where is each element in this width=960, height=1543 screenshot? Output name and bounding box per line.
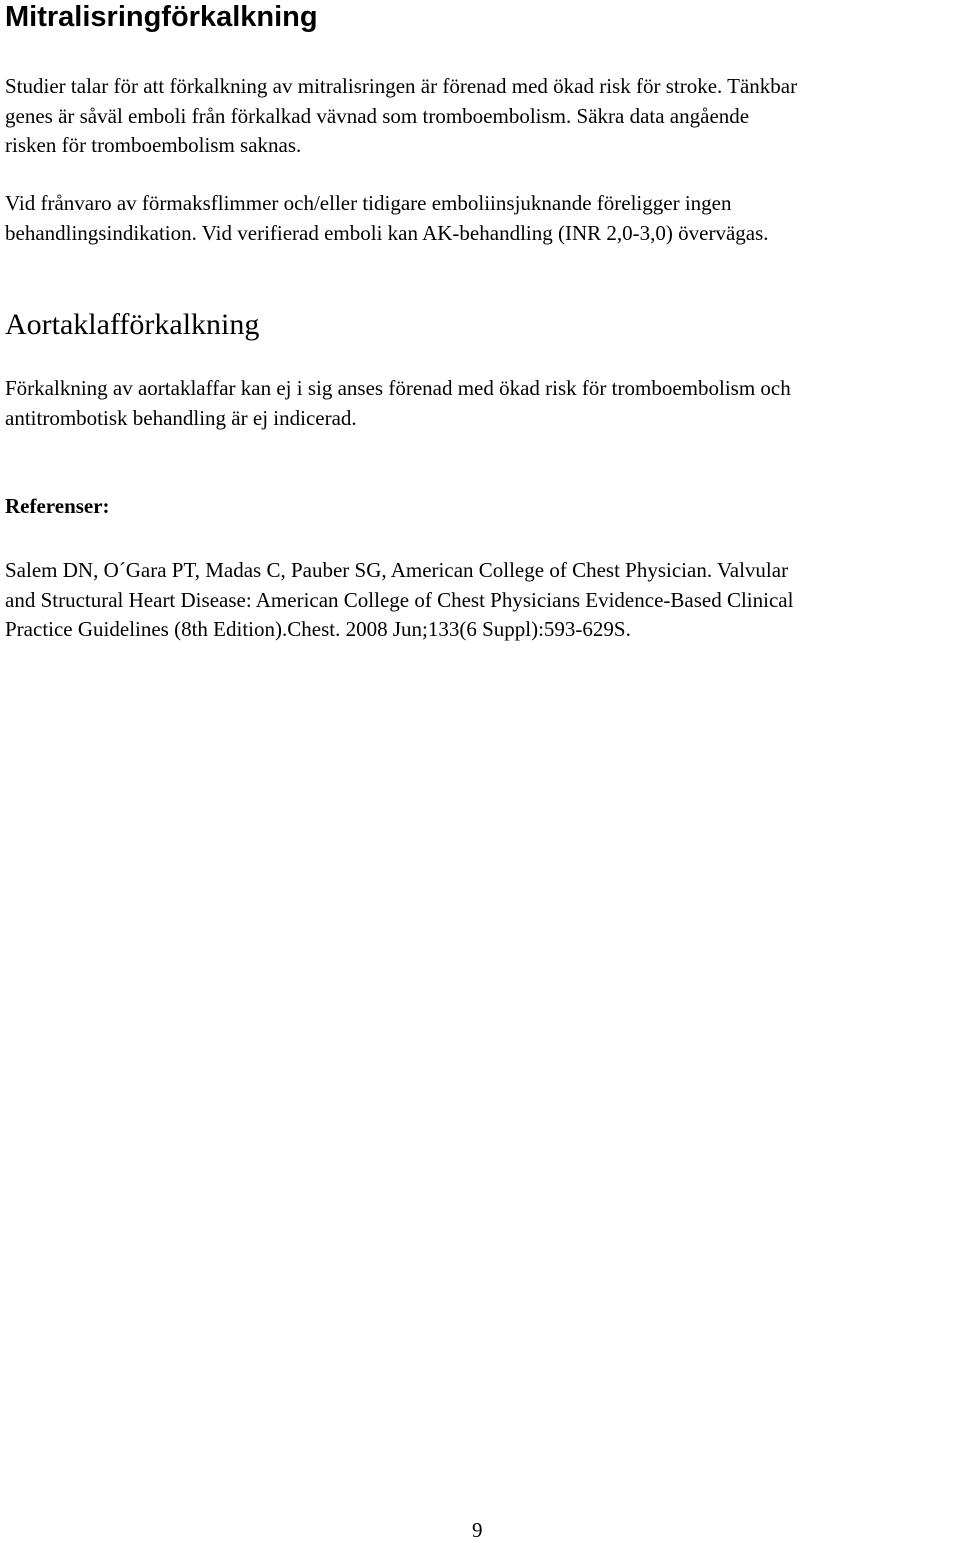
text-line: Practice Guidelines (8th Edition).Chest. 2008 Jun;133(6 Suppl):593-629S.	[5, 617, 631, 641]
text-line: antitrombotisk behandling är ej indicerad.	[5, 405, 357, 430]
text-line: Salem DN, O´Gara PT, Madas C, Pauber SG, American College of Chest Physician. Valvular	[5, 558, 789, 582]
paragraph-aortaklaff-1	[5, 374, 960, 433]
page-number: 9	[472, 1518, 483, 1542]
text-line: Studier talar för att förkalkning av mitralisringen är förenad med ökad risk för stroke. Tänkbar	[5, 74, 798, 98]
section-heading-aortaklaff: Aortaklafförkalkning	[5, 308, 260, 341]
paragraph-mitralisring-1	[5, 72, 960, 161]
reference-entry	[5, 556, 960, 645]
section-heading-mitralisring: Mitralisringförkalkning	[5, 1, 318, 33]
text-line: Vid frånvaro av förmaksflimmer och/eller tidigare emboliinsjuknande föreligger ingen	[5, 191, 732, 215]
text-line: and Structural Heart Disease: American College of Chest Physicians Evidence-Based Clinical	[5, 587, 794, 612]
text-line: behandlingsindikation. Vid verifierad emboli kan AK-behandling (INR 2,0-3,0) övervägas.	[5, 220, 769, 245]
references-label: Referenser:	[5, 494, 110, 518]
text-line: genes är såväl emboli från förkalkad vävnad som tromboembolism. Säkra data angående	[5, 103, 750, 128]
document-page	[5, 0, 957, 1543]
text-line: risken för tromboembolism saknas.	[5, 133, 302, 157]
paragraph-mitralisring-2	[5, 189, 960, 248]
text-line: Förkalkning av aortaklaffar kan ej i sig anses förenad med ökad risk för tromboembolism och	[5, 376, 791, 400]
